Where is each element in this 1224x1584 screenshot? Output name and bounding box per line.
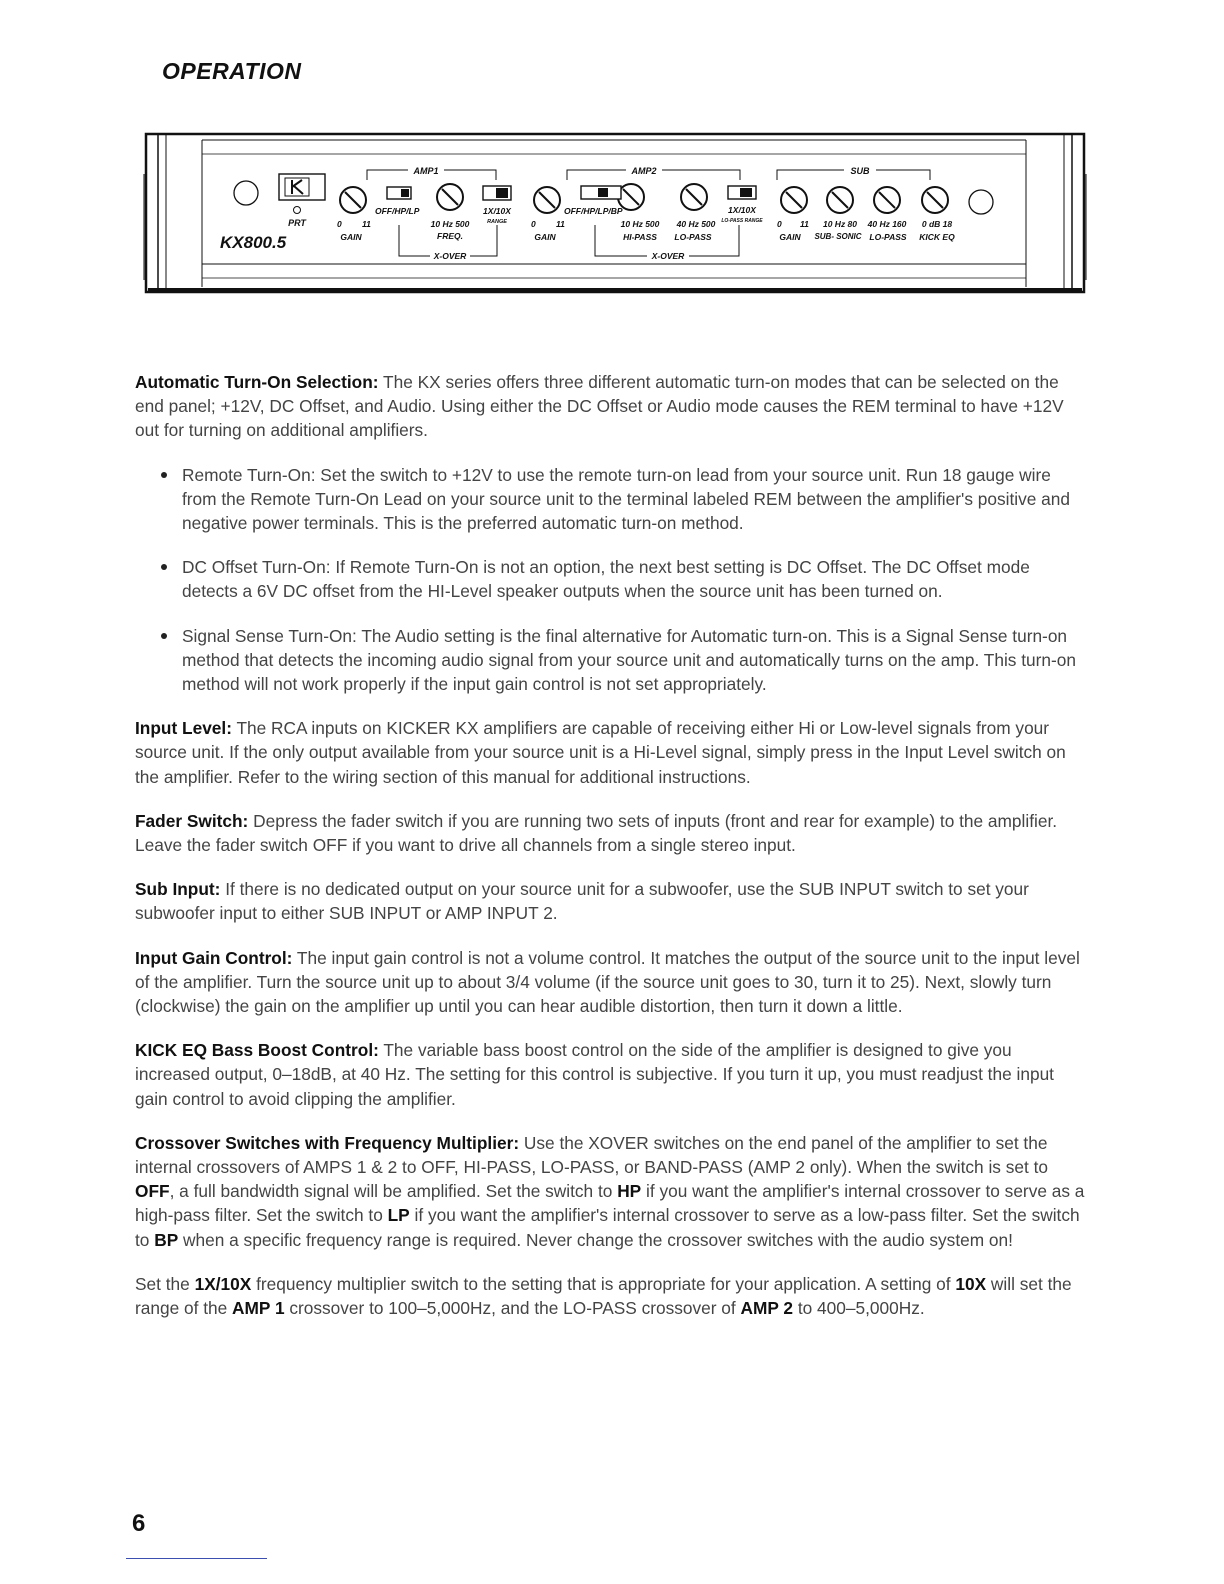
amp2-gain-label: GAIN <box>534 232 556 242</box>
amp2-multiplier-label: 1X/10X <box>728 205 756 215</box>
sub-gain-scale-11: 11 <box>800 219 809 229</box>
amp1-label: AMP1 <box>413 166 439 176</box>
page-number: 6 <box>132 1510 146 1537</box>
multiplier-1x10x: 1X/10X <box>194 1273 252 1294</box>
amp1-freq-label: FREQ. <box>437 231 463 241</box>
gain-text: The input gain control is not a volume control. It matches the output of the source unit to the input level of the amplifier. Turn the source unit up to about 3/4 volume (if the source unit goes to 30, turn it to 25). Next, slowly turn (clockwise) the gain on the amplifier up until you can hear audible distortion, then turn it down a little. <box>135 947 1080 1017</box>
sub-input-heading: Sub Input: <box>135 879 221 900</box>
crossover-text-5: when a specific frequency range is required. Never change the crossover switches with the audio system on! <box>178 1229 1013 1250</box>
turn-on-modes-list <box>135 463 1087 697</box>
input-level-text: The RCA inputs on KICKER KX amplifiers are capable of receiving either Hi or Low-level signals from your source unit. If the only output available from your source unit is a Hi-Level signal, simply press in the Input Level switch on the amplifier. Refer to the wiring section of this manual for additional instructions. <box>135 718 1066 787</box>
sub-gain-label: GAIN <box>779 232 801 242</box>
multiplier-text-2: frequency multiplier switch to the setting that is appropriate for your application. A setting of <box>251 1273 956 1294</box>
amp2-gain-scale-0: 0 <box>531 219 536 229</box>
amp1-range-label: RANGE <box>487 219 507 225</box>
crossover-text-1: Use the XOVER switches on the end panel of the amplifier to set the internal crossovers of AMPS 1 & 2 to OFF, HI-PASS, LO-PASS, or BAND-PASS (AMP 2 only). When the switch is set to <box>135 1132 1049 1178</box>
crossover-hp: HP <box>617 1181 642 1202</box>
amp1-gain-scale-0: 0 <box>337 219 342 229</box>
sub-kickeq-scale: 0 dB 18 <box>921 219 953 229</box>
fader-paragraph <box>135 809 1087 857</box>
mounting-hole-right <box>969 190 993 214</box>
amp2-lopass-scale: 40 Hz 500 <box>676 219 716 229</box>
fader-heading: Fader Switch: <box>135 810 249 831</box>
amplifier-end-panel-diagram <box>140 130 1090 300</box>
crossover-text-4: if you want the amplifier's internal crossover to serve as a low-pass filter. Set the switch to <box>135 1205 1080 1250</box>
list-item: Signal Sense Turn-On: The Audio setting is the final alternative for Automatic turn-on. This is a Signal Sense turn-on method that detects the incoming audio signal from your source unit and automatically turns on the amp. This turn-on method will not work properly if the input gain control is not set appropriately. <box>135 624 1087 697</box>
multiplier-text-3: will set the range of the <box>135 1273 1072 1319</box>
kick-eq-heading: KICK EQ Bass Boost Control: <box>135 1040 379 1061</box>
auto-turn-on-text: The KX series offers three different automatic turn-on modes that can be selected on the end panel; +12V, DC Offset, and Audio. Using either the DC Offset or Audio mode causes the REM terminal to have +12V out for turning on additional amplifiers. <box>135 372 1064 441</box>
prt-label: PRT <box>288 218 306 228</box>
amp2-lopass-label: LO-PASS <box>674 232 712 242</box>
sub-kickeq-label: KICK EQ <box>919 232 955 242</box>
amp1-gain-label: GAIN <box>340 232 362 242</box>
amp2-hipass-label: HI-PASS <box>623 232 657 242</box>
fader-text: Depress the fader switch if you are running two sets of inputs (front and rear for example) to the amplifier. Leave the fader switch OFF if you want to drive all channels from a single stereo input. <box>135 810 1058 856</box>
amp2-hipass-scale: 10 Hz 500 <box>620 219 660 229</box>
amp1-xover-mode-label: OFF/HP/LP <box>375 206 420 216</box>
kicker-logo <box>279 174 325 200</box>
gain-paragraph <box>135 946 1087 1019</box>
page-title: OPERATION <box>162 58 302 84</box>
amp2-label: AMP2 <box>631 166 657 176</box>
kick-eq-text: The variable bass boost control on the side of the amplifier is designed to give you increased output, 0–18dB, at 40 Hz. The setting for this control is subjective. If you turn it up, you must readjust the input gain control to avoid clipping the amplifier. <box>135 1040 1054 1109</box>
gain-heading: Input Gain Control: <box>135 947 293 968</box>
amp1-gain-scale-11: 11 <box>362 219 371 229</box>
multiplier-text-5: to 400–5,000Hz. <box>793 1298 925 1319</box>
crossover-heading: Crossover Switches with Frequency Multiplier: <box>135 1132 520 1153</box>
footer-rule <box>126 1558 267 1559</box>
crossover-paragraph <box>135 1131 1087 1252</box>
crossover-off: OFF <box>135 1181 170 1202</box>
kick-eq-paragraph <box>135 1038 1087 1111</box>
crossover-text-3: if you want the amplifier's internal crossover to serve as a high-pass filter. Set the switch to <box>135 1181 1085 1226</box>
multiplier-amp2: AMP 2 <box>740 1298 794 1319</box>
amp2-gain-scale-11: 11 <box>556 219 565 229</box>
model-label: KX800.5 <box>220 233 287 252</box>
sub-subsonic-scale: 10 Hz 80 <box>822 219 858 229</box>
crossover-lp: LP <box>387 1205 410 1226</box>
sub-input-paragraph <box>135 877 1087 925</box>
amp1-multiplier-label: 1X/10X <box>483 206 511 216</box>
amp2-xover-label: X-OVER <box>651 251 685 261</box>
multiplier-text-4: crossover to 100–5,000Hz, and the LO-PASS crossover of <box>284 1298 741 1319</box>
list-item: DC Offset Turn-On: If Remote Turn-On is not an option, the next best setting is DC Offset. The DC Offset mode detects a 6V DC offset from the HI-Level speaker outputs when the source unit has been turned on. <box>135 555 1087 603</box>
auto-turn-on-paragraph <box>135 370 1087 443</box>
sub-lopass-scale: 40 Hz 160 <box>867 219 907 229</box>
multiplier-paragraph <box>135 1272 1087 1320</box>
multiplier-10x: 10X <box>955 1273 987 1294</box>
amp2-lopass-range-label: LO-PASS RANGE <box>721 218 763 224</box>
multiplier-amp1: AMP 1 <box>232 1298 285 1319</box>
sub-label: SUB <box>850 166 870 176</box>
auto-turn-on-heading: Automatic Turn-On Selection: <box>135 372 379 392</box>
sub-subsonic-label: SUB- SONIC <box>814 232 862 241</box>
operation-text <box>135 370 1087 1340</box>
amp2-xover-mode-label: OFF/HP/LP/BP <box>564 206 623 216</box>
amp1-freq-scale: 10 Hz 500 <box>430 219 470 229</box>
sub-lopass-label: LO-PASS <box>869 232 907 242</box>
prt-led <box>294 207 301 214</box>
amp1-xover-label: X-OVER <box>433 251 467 261</box>
crossover-bp: BP <box>154 1229 179 1250</box>
list-item: Remote Turn-On: Set the switch to +12V to use the remote turn-on lead from your source unit. Run 18 gauge wire from the Remote Turn-On Lead on your source unit to the terminal labeled REM between the amplifier's positive and negative power terminals. This is the preferred automatic turn-on method. <box>135 463 1087 536</box>
input-level-paragraph <box>135 716 1087 789</box>
sub-input-text: If there is no dedicated output on your source unit for a subwoofer, use the SUB INPUT switch to set your subwoofer input to either SUB INPUT or AMP INPUT 2. <box>135 879 1029 924</box>
crossover-text-2: , a full bandwidth signal will be amplified. Set the switch to <box>169 1181 618 1202</box>
sub-gain-scale-0: 0 <box>777 219 782 229</box>
input-level-heading: Input Level: <box>135 718 232 739</box>
multiplier-text-1: Set the <box>135 1273 195 1294</box>
mounting-hole-left <box>234 181 258 205</box>
